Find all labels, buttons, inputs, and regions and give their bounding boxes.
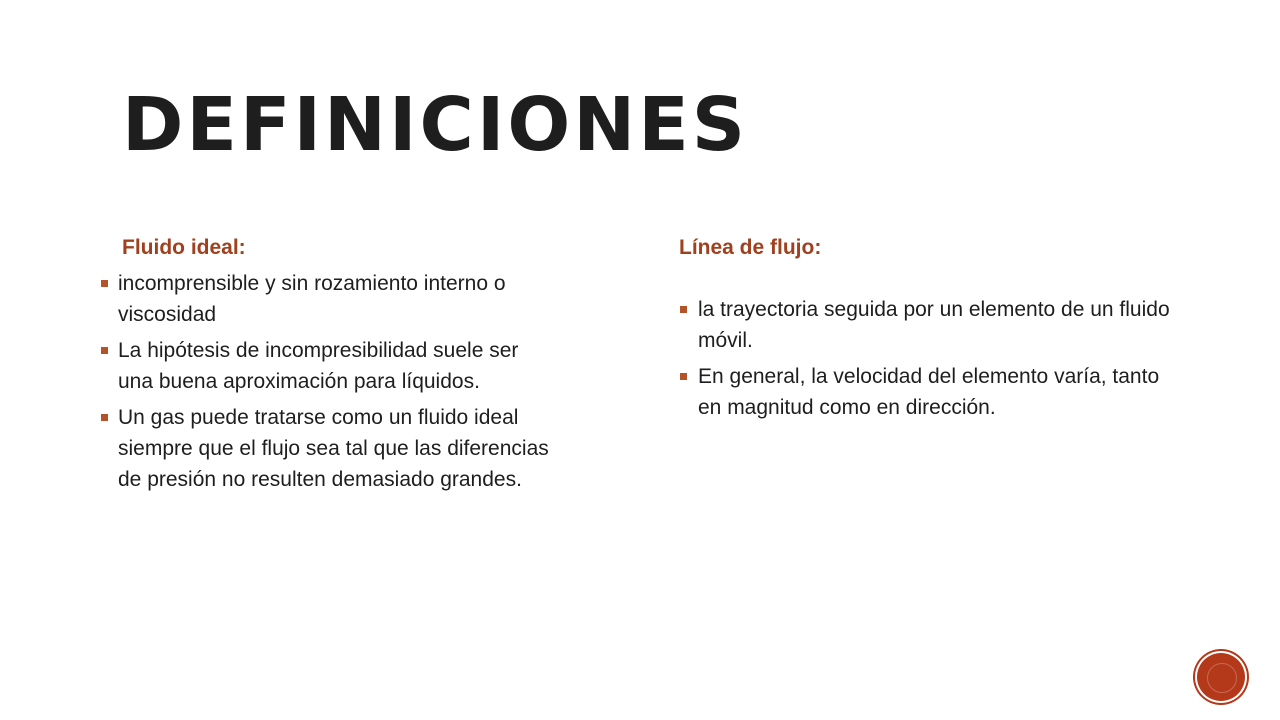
list-item: [100, 268, 550, 330]
list-item: [100, 402, 550, 495]
square-bullet-icon: [680, 373, 687, 380]
bullet-text: En general, la velocidad del elemento varía, tanto en magnitud como en dirección.: [698, 365, 1160, 419]
right-column-heading: Línea de flujo:: [679, 236, 822, 259]
list-item: [679, 361, 1179, 423]
bullet-text: incomprensible y sin rozamiento interno o viscosidad: [118, 272, 506, 326]
bullet-text: la trayectoria seguida por un elemento de un fluido móvil.: [698, 298, 1170, 352]
list-item: [100, 335, 550, 397]
list-item: [679, 294, 1179, 356]
bullet-text: Un gas puede tratarse como un fluido ideal siempre que el flujo sea tal que las diferencias de presión no resulten demasiado grandes.: [118, 406, 549, 491]
left-column-heading: Fluido ideal:: [122, 236, 246, 259]
square-bullet-icon: [101, 414, 108, 421]
right-bullet-list: [679, 294, 1179, 428]
square-bullet-icon: [680, 306, 687, 313]
square-bullet-icon: [101, 347, 108, 354]
bullet-text: La hipótesis de incompresibilidad suele ser una buena aproximación para líquidos.: [118, 339, 519, 393]
circle-logo-icon: [1197, 653, 1245, 701]
left-bullet-list: [100, 268, 550, 500]
square-bullet-icon: [101, 280, 108, 287]
slide-title: DEFINICIONES: [122, 82, 749, 168]
